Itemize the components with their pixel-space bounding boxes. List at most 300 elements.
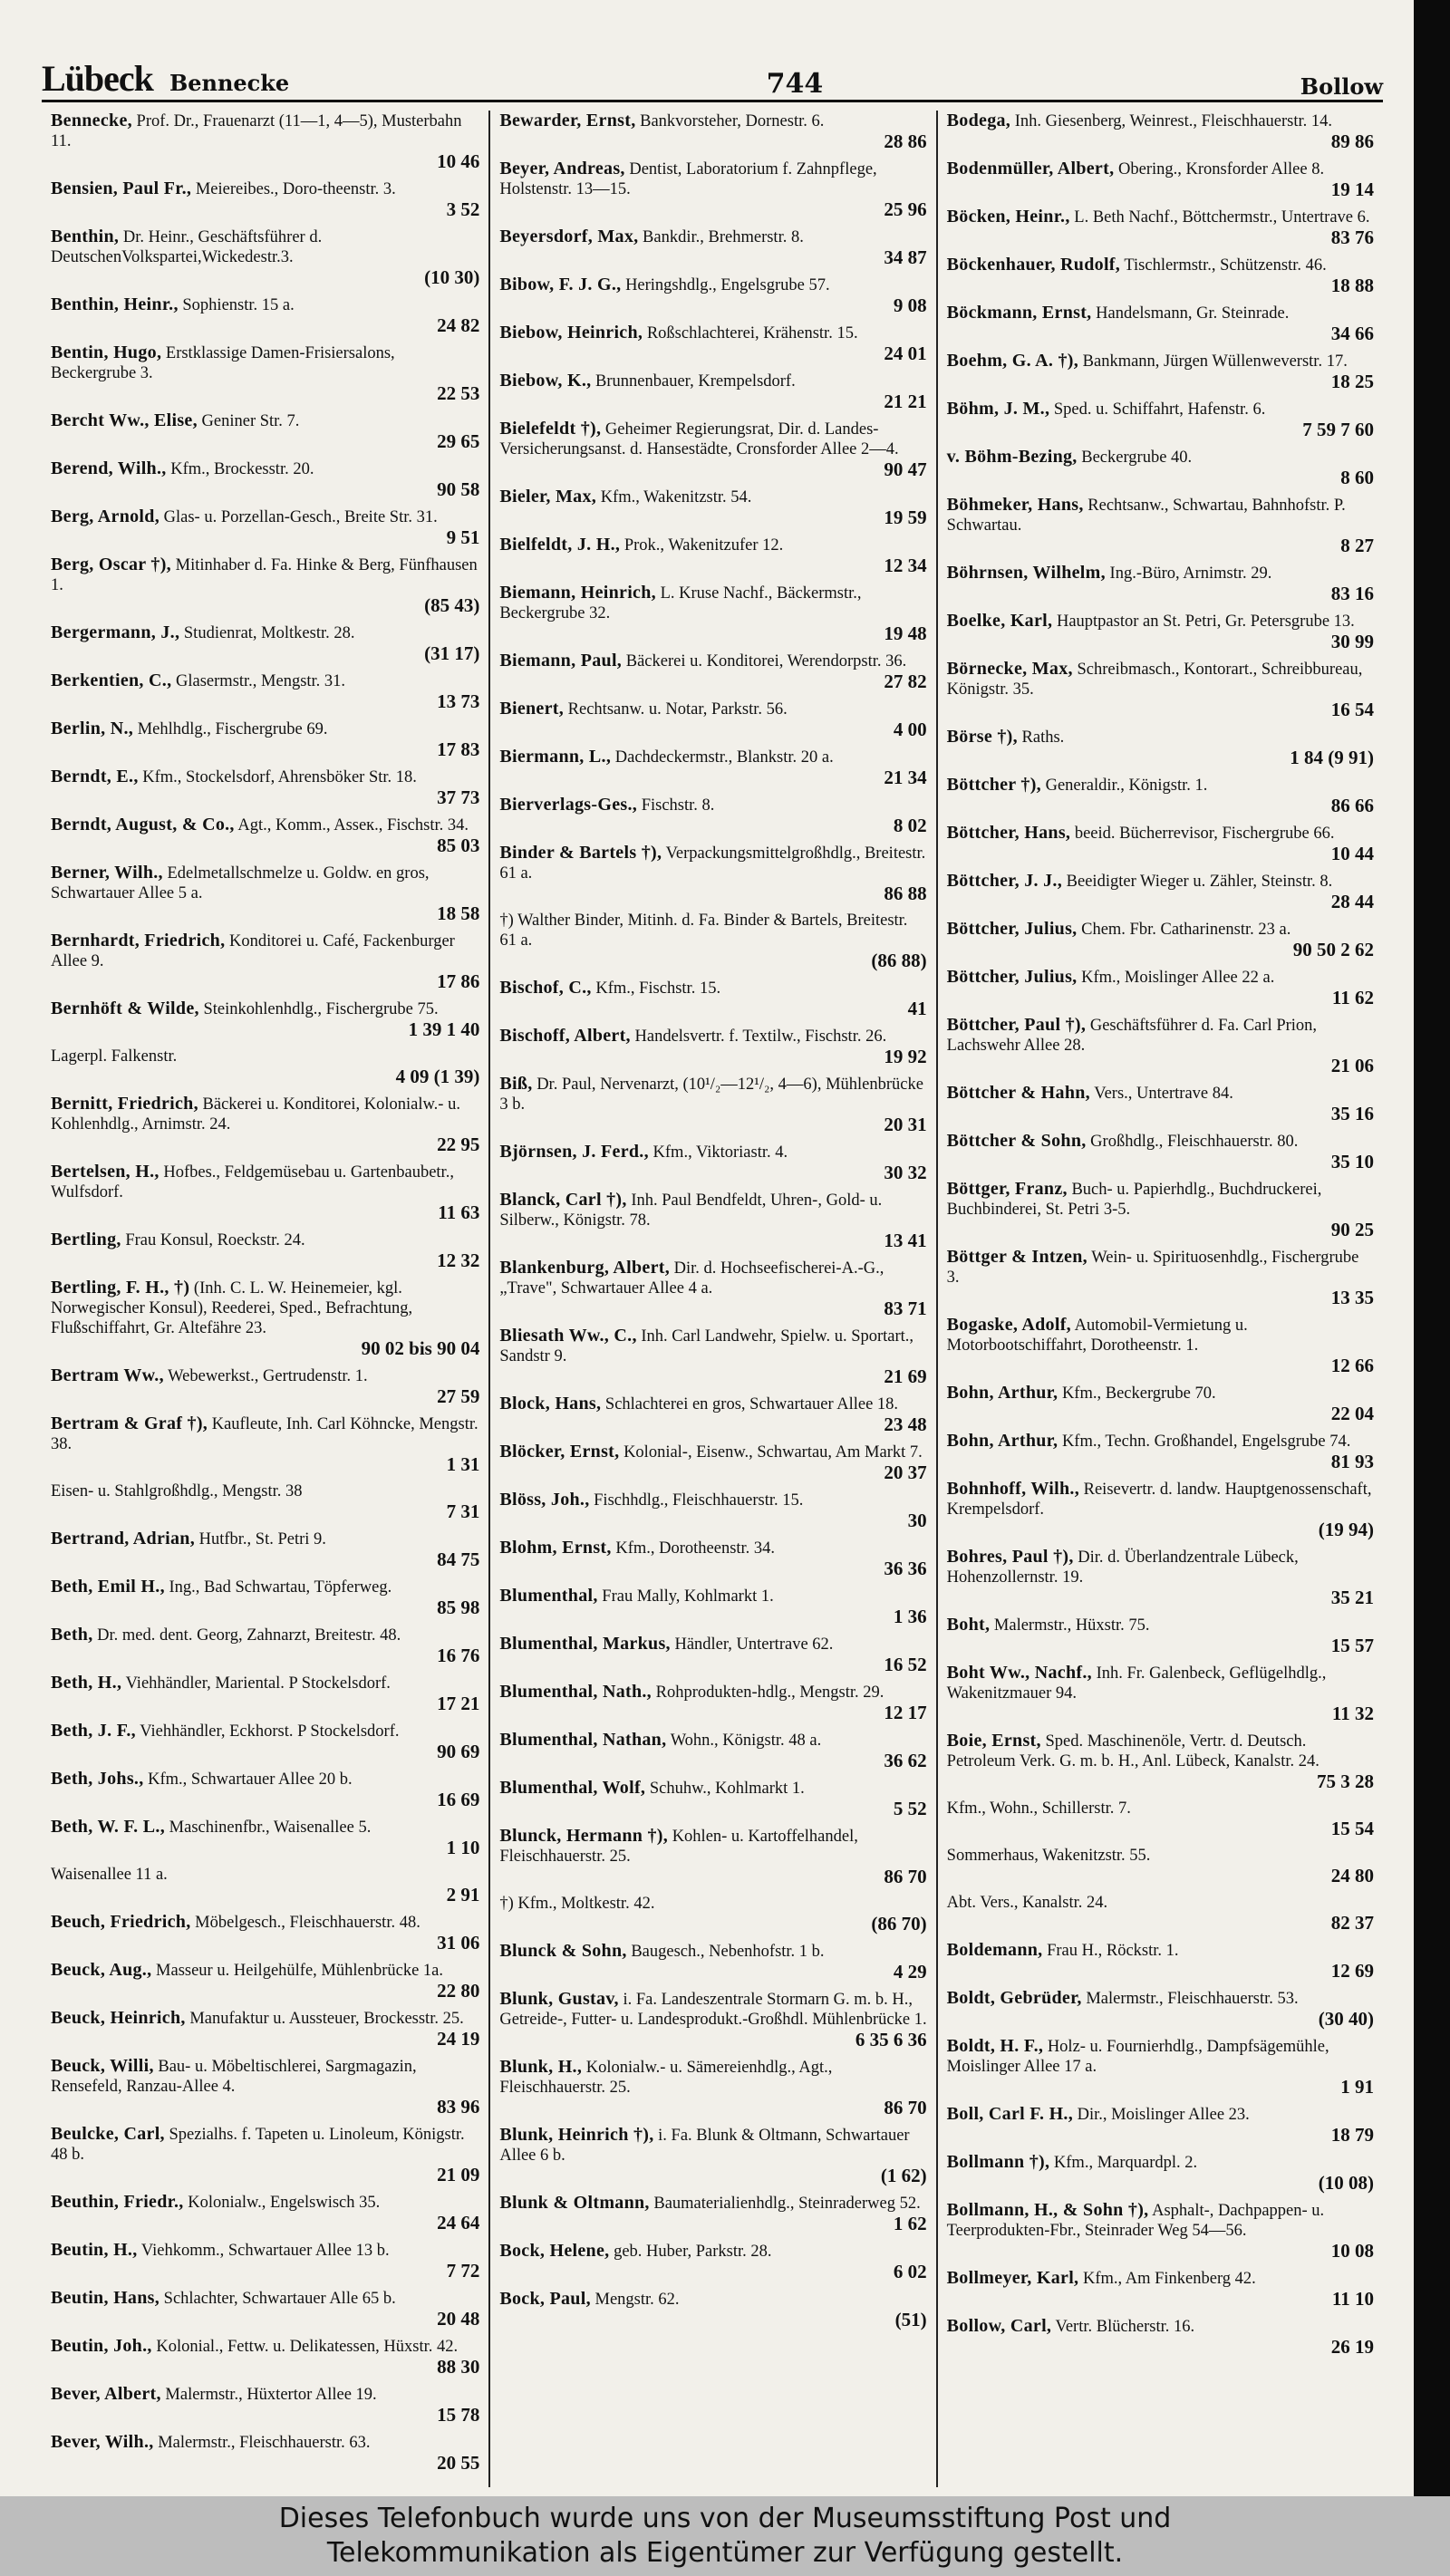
entry-details: Dr. med. dent. Georg, Zahnarzt, Breitestr. 48.: [97, 1626, 401, 1645]
entry-name: Berg, Arnold,: [51, 507, 160, 526]
directory-entry: [51, 622, 479, 663]
entry-name: Berend, Wilh.,: [51, 458, 167, 478]
entry-details: Handelsmann, Gr. Steinrade.: [1096, 304, 1290, 323]
entry-phone: 31 06: [437, 1932, 480, 1954]
entry-phone: 21 69: [884, 1365, 927, 1387]
entry-phone: 18 79: [1330, 2124, 1374, 2146]
directory-entry: [51, 2192, 479, 2233]
entry-details: Edelmetallschmelze u. Goldw. en gros, Schwartauer Allee 5 a.: [51, 864, 430, 902]
entry-details: Händler, Untertrave 62.: [674, 1635, 834, 1654]
entry-name: Böttcher, Hans,: [946, 823, 1071, 843]
entry-details: Roßschlachterei, Krähenstr. 15.: [646, 324, 858, 343]
entry-details: Verpackungsmittelgroßhdlg., Breitestr. 61 a.: [499, 844, 926, 883]
entry-details: Asphalt-, Dachpappen- u. Teerprodukten-Fbr., Steinrader Weg 54—56.: [946, 2202, 1325, 2240]
directory-entry: [51, 1577, 479, 1617]
entry-phone: 26 19: [1330, 2336, 1374, 2358]
entry-phone: 20 31: [884, 1114, 927, 1135]
directory-entry: [947, 1547, 1374, 1607]
directory-entry: [947, 399, 1374, 439]
directory-entry: [499, 1326, 926, 1386]
entry-details: L. Kruse Nachf., Bäckermstr., Beckergrube 32.: [499, 584, 862, 622]
entry-details: Kfm., Schwartauer Allee 20 b.: [148, 1770, 353, 1789]
entry-name: v. Böhm-Bezing,: [946, 447, 1078, 467]
entry-name: Boie, Ernst,: [946, 1731, 1041, 1751]
entry-phone: 17 21: [437, 1693, 480, 1714]
entry-name: Beth, H.,: [51, 1673, 122, 1693]
directory-entry: [51, 555, 479, 615]
entry-details: Frau Konsul, Roeckstr. 24.: [125, 1231, 305, 1249]
entry-details: Obering., Kronsforder Allee 8.: [1118, 160, 1325, 178]
directory-entry: [947, 775, 1374, 815]
directory-entry: [947, 1083, 1374, 1124]
entry-details: Mitinhaber d. Fa. Hinke & Berg, Fünfhausen 1.: [51, 556, 478, 594]
entry-name: Blunck, Hermann †),: [499, 1826, 669, 1846]
entry-name: Bertelsen, H.,: [51, 1162, 160, 1182]
entry-name: Blunk & Oltmann,: [499, 2193, 650, 2213]
entry-details: i. Fa. Landeszentrale Stormarn G. m. b. H., Getreide-, Futter- u. Landesprodukt.-Großhdl. Mühlenbrücke 1.: [499, 1991, 927, 2029]
entry-name: Berner, Wilh.,: [51, 863, 163, 883]
entry-name: Biß,: [499, 1074, 533, 1094]
entry-details: Kohlen- u. Kartoffelhandel, Fleischhauerstr. 25.: [499, 1828, 858, 1866]
entry-phone: 41: [907, 998, 927, 1019]
directory-entry: [947, 159, 1374, 199]
directory-entry: [499, 1941, 926, 1982]
entry-details: Inh. Carl Landwehr, Spielw. u. Sportart., Sandstr 9.: [499, 1327, 914, 1365]
directory-entry: [499, 275, 926, 315]
directory-entry: [499, 419, 926, 479]
entry-name: Böhrnsen, Wilhelm,: [946, 563, 1106, 583]
directory-entry: [499, 2193, 926, 2233]
entry-details: Agt., Komm., Asseк., Fischstr. 34.: [237, 816, 469, 835]
entry-name: Beuck, Willi,: [51, 2056, 154, 2076]
entry-phone: 18 58: [437, 902, 480, 924]
entry-name: Bertling,: [51, 1230, 121, 1249]
entry-name: Berg, Oscar †),: [51, 555, 171, 574]
entry-phone: 90 50 2 62: [1292, 939, 1374, 960]
directory-entry: [51, 1365, 479, 1406]
entry-details: Webewerkst., Gertrudenstr. 1.: [168, 1367, 368, 1385]
entry-details: Dr. Heinr., Geschäftsführer d. DeutschenVolkspartei,Wickedestr.3.: [51, 228, 323, 266]
directory-entry: [947, 2152, 1374, 2193]
entry-name: Bischof, C.,: [499, 978, 592, 998]
directory-entry: [51, 1230, 479, 1270]
entry-phone: 24 80: [1330, 1865, 1374, 1886]
directory-entry: [947, 1731, 1374, 1791]
entry-details: Mehlhdlg., Fischergrube 69.: [137, 720, 328, 738]
directory-entry: [51, 1529, 479, 1569]
directory-entry: [51, 1769, 479, 1809]
entry-phone: 28 44: [1330, 891, 1374, 912]
directory-entry: [51, 1625, 479, 1665]
entry-phone: 23 48: [884, 1413, 927, 1435]
entry-phone: 83 76: [1330, 227, 1374, 248]
directory-entry: [499, 1894, 926, 1934]
entry-phone: 25 96: [884, 198, 927, 220]
entry-phone: 86 66: [1330, 795, 1374, 816]
entry-phone: 86 88: [884, 883, 927, 904]
entry-name: Benthin, Heinr.,: [51, 294, 179, 314]
entry-name: Biebow, Heinrich,: [499, 323, 643, 343]
directory-entry: [947, 255, 1374, 295]
entry-details: Raths.: [1021, 728, 1065, 747]
entry-name: Boehm, G. A. †),: [946, 351, 1079, 371]
entry-name: Blöss, Joh.,: [499, 1490, 590, 1510]
entry-name: Bentin, Hugo,: [51, 343, 162, 362]
entry-phone: 11 62: [1331, 987, 1374, 1008]
entry-details: Dir., Moislinger Allee 23.: [1077, 2106, 1250, 2124]
directory-entry: [947, 1131, 1374, 1172]
entry-name: Blunck & Sohn,: [499, 1941, 627, 1961]
entry-details: Kolonial., Fettw. u. Delikatessen, Hüxstr. 42.: [156, 2338, 459, 2356]
directory-entry: [499, 911, 926, 970]
directory-entry: [499, 2289, 926, 2330]
entry-phone: 6 02: [893, 2261, 927, 2282]
entry-details: Waisenallee 11 a.: [51, 1866, 168, 1884]
directory-entry: [499, 535, 926, 575]
entry-name: Blöcker, Ernst,: [499, 1442, 620, 1462]
directory-entry: [51, 2008, 479, 2049]
entry-phone: 86 70: [884, 2097, 927, 2118]
entry-phone: 22 95: [437, 1134, 480, 1155]
directory-entry: [947, 495, 1374, 555]
entry-name: Biebow, K.,: [499, 371, 592, 391]
entry-phone: 8 60: [1340, 467, 1374, 488]
directory-entry: [947, 2104, 1374, 2145]
entry-name: Bennecke,: [51, 111, 132, 130]
entry-details: (Inh. C. L. W. Heinemeier, kgl. Norwegischer Konsul), Reederei, Sped., Befrachtung, Flußschiffahrt, Gr. Altefähre 23.: [51, 1279, 413, 1337]
directory-entry: [947, 111, 1374, 151]
directory-entry: [499, 111, 926, 151]
entry-phone: 21 09: [437, 2164, 480, 2185]
directory-entry: [947, 1893, 1374, 1933]
entry-name: Boht,: [946, 1615, 991, 1635]
entry-name: Boelke, Karl,: [946, 611, 1053, 631]
entry-name: Björnsen, J. Ferd.,: [499, 1142, 649, 1162]
entry-phone: 34 66: [1330, 323, 1374, 344]
entry-phone: 86 70: [884, 1866, 927, 1887]
entry-name: Beuch, Friedrich,: [51, 1912, 191, 1932]
directory-entry: [499, 1989, 926, 2050]
entry-phone: 24 19: [437, 2028, 480, 2050]
entry-name: Bensien, Paul Fr.,: [51, 178, 192, 198]
entry-name: Böttcher †),: [946, 775, 1041, 795]
entry-details: Kfm., Wohn., Schillerstr. 7.: [946, 1799, 1131, 1818]
directory-entry: [51, 2288, 479, 2329]
entry-details: Inh. Giesenberg, Weinrest., Fleischhauerstr. 14.: [1014, 112, 1333, 130]
entry-details: Glasermstr., Mengstr. 31.: [176, 672, 346, 690]
entry-name: Binder & Bartels †),: [499, 843, 662, 863]
entry-name: Bertrand, Adrian,: [51, 1529, 195, 1548]
entry-name: Blumenthal, Wolf,: [499, 1778, 646, 1798]
entry-details: Beckergrube 40.: [1081, 449, 1193, 467]
entry-details: Viehhändler, Eckhorst. P Stockelsdorf.: [140, 1722, 400, 1741]
entry-phone: 29 65: [437, 430, 480, 452]
directory-entry: [947, 727, 1374, 767]
entry-details: Vertr. Blücherstr. 16.: [1055, 2318, 1195, 2336]
directory-entry: [499, 1826, 926, 1886]
entry-name: Bertling, F. H., †): [51, 1278, 190, 1298]
entry-name: Beth, Johs.,: [51, 1769, 144, 1789]
entry-phone: (51): [894, 2309, 927, 2330]
entry-phone: (1 62): [880, 2165, 927, 2186]
entry-details: Ing., Bad Schwartau, Töpferweg.: [169, 1578, 392, 1597]
directory-entry: [51, 227, 479, 287]
entry-details: Handelsvertr. f. Textilw., Fischstr. 26.: [634, 1028, 887, 1046]
entry-name: Beyer, Andreas,: [499, 159, 625, 178]
entry-details: Fischhdlg., Fleischhauerstr. 15.: [594, 1491, 804, 1510]
entry-details: Holz- u. Fournierhdlg., Dampfsägemühle, Moislinger Allee 17 a.: [946, 2038, 1329, 2076]
directory-entry: [51, 2240, 479, 2281]
entry-phone: 85 03: [437, 835, 480, 856]
entry-name: Böttcher & Sohn,: [946, 1131, 1087, 1151]
entry-details: Frau Mally, Kohlmarkt 1.: [602, 1587, 774, 1606]
entry-name: Bohn, Arthur,: [946, 1431, 1058, 1451]
entry-phone: 7 72: [446, 2260, 480, 2282]
entry-phone: 36 62: [884, 1750, 927, 1771]
directory-entry: [499, 978, 926, 1018]
directory-entry: [499, 2241, 926, 2282]
entry-name: Bogaske, Adolf,: [946, 1315, 1071, 1335]
directory-entry: [51, 1094, 479, 1154]
directory-entry: [947, 1615, 1374, 1655]
directory-entry: [947, 2200, 1374, 2261]
directory-entry: [947, 1247, 1374, 1307]
entry-details: Bankvorsteher, Dornestr. 6.: [640, 112, 825, 130]
entry-details: Automobil-Vermietung u. Motorbootschiffahrt, Dorotheenstr. 1.: [946, 1317, 1248, 1355]
entry-details: beeid. Bücherrevisor, Fischergrube 66.: [1074, 825, 1335, 843]
entry-phone: 1 36: [893, 1606, 927, 1627]
entry-details: Viehkomm., Schwartauer Allee 13 b.: [140, 2242, 390, 2260]
entry-phone: 15 57: [1330, 1635, 1374, 1656]
directory-entry: [51, 1817, 479, 1857]
directory-entry: [499, 583, 926, 643]
entry-name: Blumenthal, Nathan,: [499, 1730, 667, 1750]
entry-name: Blumenthal, Markus,: [499, 1634, 671, 1654]
entry-details: Baugesch., Nebenhofstr. 1 b.: [631, 1943, 825, 1961]
entry-phone: 16 69: [437, 1789, 480, 1810]
entry-details: Kfm., Am Finkenberg 42.: [1082, 2270, 1256, 2288]
directory-entry: [51, 1673, 479, 1713]
entry-phone: 11 63: [438, 1201, 480, 1223]
entry-phone: 7 31: [446, 1500, 480, 1522]
entry-details: Schlachter, Schwartauer Alle 65 b.: [163, 2290, 396, 2308]
entry-name: Böttger & Intzen,: [946, 1247, 1088, 1267]
entry-details: Dir. d. Überlandzentrale Lübeck, Hohenzollernstr. 19.: [946, 1548, 1299, 1587]
entry-details: Lagerpl. Falkenstr.: [51, 1047, 178, 1066]
directory-entry: [947, 1315, 1374, 1375]
entry-name: Bieler, Max,: [499, 487, 597, 507]
entry-details: Inh. Fr. Galenbeck, Geflügelhdlg., Wakenitzmauer 94.: [946, 1664, 1327, 1703]
directory-entry: [499, 1442, 926, 1482]
directory-entry: [947, 1479, 1374, 1539]
directory-entry: [499, 651, 926, 691]
entry-phone: 11 32: [1331, 1703, 1374, 1724]
entry-phone: 12 17: [884, 1702, 927, 1723]
entry-phone: 18 88: [1330, 275, 1374, 296]
directory-entry: [499, 1142, 926, 1182]
entry-phone: 35 16: [1330, 1103, 1374, 1124]
entry-details: Malermstr., Fleischhauerstr. 53.: [1086, 1990, 1299, 2008]
directory-entry: [51, 1413, 479, 1474]
entry-name: Beth,: [51, 1625, 93, 1645]
entry-name: Boldemann,: [946, 1940, 1043, 1960]
entry-name: Bergermann, J.,: [51, 622, 180, 642]
entry-name: Bohnhoff, Wilh.,: [946, 1479, 1079, 1499]
directory-entry: [499, 1682, 926, 1722]
entry-name: Bollmann †),: [946, 2152, 1050, 2172]
directory-entry: [499, 1074, 926, 1134]
entry-phone: (85 43): [424, 594, 480, 616]
entry-phone: 10 46: [437, 150, 480, 172]
entry-phone: 4 09 (1 39): [395, 1066, 480, 1087]
entry-phone: 9 08: [893, 294, 927, 316]
entry-name: Berlin, N.,: [51, 719, 134, 738]
directory-entry: [499, 323, 926, 363]
entry-name: Boll, Carl F. H.,: [946, 2104, 1074, 2124]
entry-details: Steinkohlenhdlg., Fischergrube 75.: [203, 1000, 439, 1018]
entry-phone: 8 27: [1340, 535, 1374, 556]
entry-name: Bohres, Paul †),: [946, 1547, 1074, 1567]
entry-name: Bielfeldt, J. H.,: [499, 535, 621, 555]
directory-entry: [947, 303, 1374, 343]
column-1: [42, 111, 488, 2487]
entry-details: Dachdeckermstr., Blankstr. 20 a.: [614, 748, 834, 767]
entry-phone: 1 62: [893, 2213, 927, 2234]
directory-entry: [947, 2036, 1374, 2097]
entry-name: Böckmann, Ernst,: [946, 303, 1092, 323]
entry-details: Prof. Dr., Frauenarzt (11—1, 4—5), Musterbahn 11.: [51, 112, 462, 150]
entry-name: Beth, W. F. L.,: [51, 1817, 166, 1837]
directory-entry: [51, 999, 479, 1039]
directory-entry: [499, 487, 926, 527]
entry-name: Böttcher, J. J.,: [946, 871, 1063, 891]
directory-entry: [51, 1865, 479, 1905]
entry-phone: 15 54: [1330, 1818, 1374, 1839]
entry-details: Schreibmasch., Kontorart., Schreibbureau, Königstr. 35.: [946, 661, 1363, 699]
entry-name: Blunk, Gustav,: [499, 1989, 619, 2009]
entry-phone: 18 25: [1330, 371, 1374, 392]
entry-phone: 21 34: [884, 767, 927, 788]
entry-details: Meiereibes., Doro-theenstr. 3.: [195, 180, 396, 198]
directory-entry: [947, 1383, 1374, 1423]
entry-name: Börnecke, Max,: [946, 659, 1073, 679]
entry-name: Bock, Paul,: [499, 2289, 591, 2309]
directory-entry: [51, 178, 479, 219]
entry-phone: 19 14: [1330, 178, 1374, 200]
entry-details: Wein- u. Spirituosenhdlg., Fischergrube 3.: [946, 1249, 1359, 1287]
entry-details: Hutfbr., St. Petri 9.: [198, 1530, 326, 1548]
directory-entry: [51, 1162, 479, 1222]
directory-entry: [499, 1490, 926, 1530]
entry-details: Kfm., Brockesstr. 20.: [170, 460, 314, 478]
entry-details: Kaufleute, Inh. Carl Köhncke, Mengstr. 38.: [51, 1415, 478, 1453]
entry-details: †) Walther Binder, Mitinh. d. Fa. Binder & Bartels, Breitestr. 61 a.: [499, 912, 908, 950]
entry-phone: 12 34: [884, 555, 927, 576]
directory-entry: [947, 563, 1374, 603]
entry-name: Beutin, H.,: [51, 2240, 138, 2260]
entry-phone: 90 02 bis 90 04: [361, 1337, 480, 1359]
entry-details: Dr. Paul, Nervenarzt, (10¹/₂—12¹/₂, 4—6), Mühlenbrücke 3 b.: [499, 1076, 923, 1114]
entry-details: Schuhw., Kohlmarkt 1.: [649, 1780, 805, 1798]
entry-phone: 10 44: [1330, 843, 1374, 864]
entry-phone: 27 82: [884, 671, 927, 692]
entry-phone: 17 83: [437, 738, 480, 760]
directory-entry: [51, 2336, 479, 2377]
range-end: Bollow: [1300, 73, 1383, 100]
entry-details: Hauptpastor an St. Petri, Gr. Petersgrube 13.: [1056, 613, 1355, 631]
entry-name: Blunk, Heinrich †),: [499, 2125, 654, 2145]
directory-entry: [51, 719, 479, 759]
entry-details: Bankdir., Brehmerstr. 8.: [643, 228, 804, 246]
entry-details: Maschinenfbr., Waisenallee 5.: [169, 1819, 372, 1837]
entry-name: Bollmann, H., & Sohn †),: [946, 2200, 1149, 2220]
entry-name: Bliesath Ww., C.,: [499, 1326, 637, 1346]
entry-phone: 19 48: [884, 622, 927, 644]
directory-entry: [947, 659, 1374, 719]
entry-name: Bock, Helene,: [499, 2241, 610, 2261]
directory-entry: [51, 111, 479, 171]
entry-name: Bischoff, Albert,: [499, 1026, 631, 1046]
directory-entry: [947, 1799, 1374, 1838]
entry-details: Dir. d. Hochseefischerei-A.-G., „Trave", Schwartauer Allee 4 a.: [499, 1259, 884, 1298]
entry-phone: 81 93: [1330, 1451, 1374, 1472]
entry-phone: 28 86: [884, 130, 927, 152]
directory-entry: [947, 919, 1374, 960]
entry-phone: (19 94): [1318, 1519, 1374, 1540]
entry-details: Rechtsanw. u. Notar, Parkstr. 56.: [567, 700, 788, 719]
entry-phone: 20 48: [437, 2308, 480, 2330]
directory-entry: [947, 207, 1374, 247]
entry-name: Böhm, J. M.,: [946, 399, 1050, 419]
entry-details: Kfm., Techn. Großhandel, Engelsgrube 74.: [1061, 1433, 1351, 1451]
directory-entry: [51, 2384, 479, 2425]
entry-phone: 13 35: [1330, 1287, 1374, 1308]
entry-details: Reisevertr. d. landw. Hauptgenossenschaft, Krempelsdorf.: [946, 1481, 1372, 1519]
entry-columns: [42, 111, 1383, 2487]
directory-entry: [51, 294, 479, 335]
entry-details: Konditorei u. Café, Fackenburger Allee 9.: [51, 932, 455, 970]
entry-phone: 10 08: [1330, 2240, 1374, 2262]
entry-details: Bankmann, Jürgen Wüllenweverstr. 17.: [1082, 352, 1348, 371]
entry-name: Blankenburg, Albert,: [499, 1258, 671, 1278]
entry-name: Blohm, Ernst,: [499, 1538, 612, 1558]
entry-details: Kfm., Fischstr. 15.: [595, 979, 721, 998]
entry-details: Dentist, Laboratorium f. Zahnpflege, Holstenstr. 13—15.: [499, 160, 877, 198]
entry-name: Beth, J. F.,: [51, 1721, 136, 1741]
entry-details: Schlachterei en gros, Schwartauer Allee 18.: [604, 1395, 899, 1413]
entry-details: Frau H., Röckstr. 1.: [1047, 1942, 1179, 1960]
entry-details: Malermstr., Hüxtertor Allee 19.: [165, 2386, 377, 2404]
entry-name: Beuck, Aug.,: [51, 1960, 152, 1980]
entry-details: Ing.-Büro, Arnimstr. 29.: [1109, 564, 1272, 583]
directory-entry: [947, 871, 1374, 912]
entry-phone: 16 54: [1330, 699, 1374, 720]
entry-phone: 90 25: [1330, 1219, 1374, 1240]
entry-name: Boldt, Gebrüder,: [946, 1988, 1082, 2008]
entry-details: Kolonialw.- u. Sämereienhdlg., Agt., Fleischhauerstr. 25.: [499, 2059, 833, 2097]
entry-details: Fischstr. 8.: [641, 796, 715, 815]
entry-phone: 4 00: [893, 719, 927, 740]
entry-details: †) Kfm., Moltkestr. 42.: [499, 1895, 655, 1913]
entry-phone: 24 64: [437, 2212, 480, 2233]
entry-phone: 13 73: [437, 690, 480, 712]
directory-entry: [499, 1634, 926, 1674]
entry-details: Spezialhs. f. Tapeten u. Linoleum, Königstr. 48 b.: [51, 2126, 465, 2164]
directory-entry: [51, 1912, 479, 1953]
entry-details: Rechtsanw., Schwartau, Bahnhofstr. P. Schwartau.: [946, 497, 1346, 535]
entry-phone: 21 06: [1330, 1055, 1374, 1076]
entry-name: Böttcher, Julius,: [946, 919, 1078, 939]
